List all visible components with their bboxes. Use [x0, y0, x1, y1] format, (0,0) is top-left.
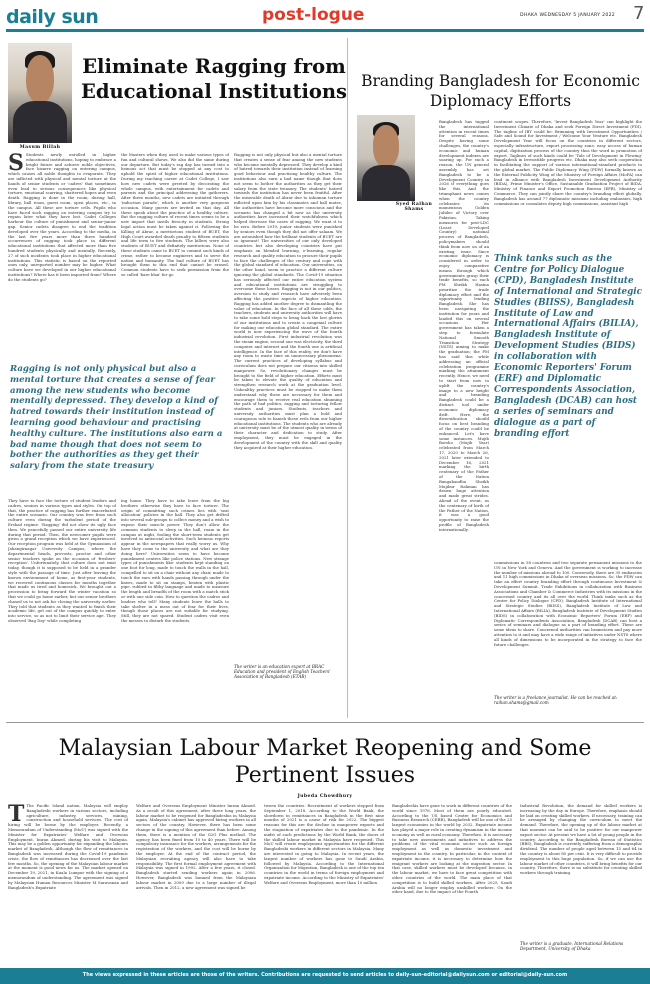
article3-col5-text: Industrial Revolution, the demand for skilled workers is increasing by the day in Europe. Therefore, emphasis should be laid on creating skilled workers. If necessary, training can be arranged by changing the curriculum to meet the demand. Therefore, the opening up of the labour market at that moment can be said to be positive for our manpower export sector. At present we have a lot of young people in the country. According to the Bangladesh Bureau of Statistics (BBS), Bangladesh is currently suffering from a demographic dividend. The number of people aged between 15 and 64 in the country is about 80 per cent. It is very difficult to provide employment to this huge population. So, if we can use the labour market of other countries, it will bring benefits for our country. Therefore, there is no substitute for creating skilled workers through training.	[520, 804, 642, 876]
article2-col1-text: Bangladesh has tagged the international attention in recent times for several reasons. Despite having some challenges, the country's economic and human development indexes are soaring up. For such a reason, the UN general assembly has set Bangladesh to be a Development Country in 2026 if everything goes like this. And the triumphant news comes when the country celebrates its momentous Golden Jubilee of Victory over Pakistan. Taking measures for post-LDC (Least Developed Country) national process of Bangladesh, policymakers should think from now on of an existing issue. Since economic diplomacy is considered in order to enjoy comparative means through which governments grasp their trade benefits, so each PM Sheikh Hasina prioritize the trade diplomacy effort and the opportunity lending Bangladesh. She has been navigating the institution for years and lauded this on several occasions. Her government has taken a step to formulate National Smooth Transition Strategy (NSTS) aiming to make the graduation; the PM has said this while addressing an official celebration programme marking the attainment recently. Hence, we need to start from now to uplift the country's image to a new height and branding Bangladesh could be a distinct tool under economic diplomacy drift. Here, the diversification should focus on best branding of the country could be enhanced. Let's have some instances. Mujib Borsho (Mujib Year) celebrated from March 17, 2020 to March 26, 2021 later extended to December 16, 2021 marking the birth centenary of the Father of the Nation Bangabandhu Sheikh Mujibur Rahman has drawn huge attention and made great strides. Ahead of the event, as the centenary of birth of the Father of the Nation, it was a good opportunity to raise the profile of Bangladesh internationally.	[439, 120, 489, 532]
footer-bar	[0, 968, 650, 984]
article1-col2	[121, 153, 229, 359]
article1-col1b-text: They have to face the torture of student leaders and cadres, seniors in various types and styles. On top of that, the practice of ragging has further exacerbated the entire scenario. Our country was free from such culture even during the turbulent period of the Ershad regime. 'Ragging' did not show its ugly face then. We peacefully passed our entire university life during that period. Then, the newcomer pupils were given a grand reception which we have experienced. Our reception program was held at the Gymnasium of Jahangirnagar University Campus, where the departmental heads, provosts, proctor and other senior teachers spoke on the occasion of 'freshers' reception'. Unfortunately, that culture does not exist today, though it is supposed to be held in a grander style with the passage of time. Just after leaving the known environment of home, as first-year students, we received continuous classes for months together that made us tired and homesick. We brought out a procession to bring forward the winter vacation so that we could go home earlier, but our senior brothers chased us to not ask for closing the university earlier. They told that students as they wanted to finish their academic life, get out of the campus quickly to enter into service, so as not to limit their service age. They observed 'Bag Day' while completing	[8, 499, 116, 623]
article1-col3-text: Ragging is not only physical but also a mental torture that creates a sense of fear among the new students who become mentally depressed. They develop a kind of hatred towards their institution instead of learning good behaviour and practising healthy culture. The institutions also earn a bad name though that does not seem to bother the authorities as they get their salary from the state treasury. The students' hatred towards the institution has never been fruitful. After the miserable death of Abrar due to inhuman torture inflicted upon him by his classmates and hall mates, the authorities have become more conscious and the scenario has changed a bit now as the university authorities have increased their watchfulness which helped decrease the cases of ragging. We want it to be zero. Before 2019, junior students were punished by seniors even though they did not offer salaam. We are astonished how the brilliant students of BUET are so ignorant! The universities of our only developed countries but also developing countries have put emphasis on blended learning, e-learning, regular research and quality education to procure their pupils to face the challenges of the century and cope with the global standard of education. Our universities, on the other hand, seem to practice a different culture ignoring the global standards. The Covid-19 situation has seriously affected our entire education system and educational institutions are struggling to overcome these losses. Ragging is not in our politics, aversion to study and research have adversely been affecting the positive aspects of higher education. Ragging has added another degree to dismantling the value of education. In the face of all these odds, the teachers, students and university authorities will have to take some bold steps to bring back the lost glories of our institutions and to create a congenial culture for making our education global standard. The entire world is now experiencing the wave of the fourth industrial revolution. First industrial revolution was the steam engine, second one was electricity, the third computer and internet and the fourth one is artificial intelligence. In the face of this reality, we don't have any room to waste time on unnecessary phenomena. The current practices of developing syllabus and curriculum does not prepare our citizens into skilled manpower. So, revolutionary changes must be brought to the field of higher education. Efforts must be taken to elevate the quality of education and strengthen research work at the graduation level. Unhealthy practices must be stopped to make them understand why these are necessary for them and encourage them to receive real education shunning the path of bad politics, ragging and torturing fellow students and juniors. Students, teachers and university authorities must plan a bold and courageous role to banish these evils from our higher educational institutions. The students who are already at university must be of the utmost quality in terms of their character and dedication to study. After employment, they must be engaged in the development of the country with the skill and quality they acquired at their higher education.	[234, 153, 342, 450]
article2-col2-text: continent scopes. Therefore, 'Invest Bangladesh Year' can highlight the Investment Climate of Dhaka and seek Foreign Direct Investment (FDI). The tagline of IBY could be: Brimming with Investment Opportunities / Safe and Sound for Investment / Welcome Your Venture etc. Bangladesh Development Year will focus on the countries in different sectors, especially infrastructure, export processing zone, easy access of human capital, digitization process of the country thus the word in promotion of export. Taglines of such kinds could be 'Tale of Development in Flowing' Bangladesh in Irresistible progress etc. Dhaka may also seek cooperation in facilitating the support of various international-standard products to the global market. The Public Diplomacy Wing (PDW) formally known as the External Publicity Wing of the Ministry of Foreign Affairs (MoFA) can lead in alliance with Bangladesh Investment Development Authority (BIDA), Prime Minister's Office, Sustainable Graduation Project of BIDA, Ministry of Finance and Export Promotion Bureau (EPB), Ministry of Commerce. They can jointly share the country's branding effort globally. Bangladesh has around 77 diplomatic missions including embassies, high commissions or consulates deputy high commissions, assistant high	[494, 120, 642, 206]
author-photo-masum-billah	[8, 43, 72, 143]
masthead-rule	[6, 29, 644, 32]
article3-col2	[136, 804, 256, 964]
article1-author: Masum Billah	[19, 145, 61, 150]
article1-headline: Eliminate Ragging from Educational Institutions	[80, 55, 348, 103]
article3-col2-text: Welfare and Overseas Employment Minister Imran Ahmed. As a result of this agreement, after three long years, the labour market to be reopened for Bangladeshis in Malaysia again. Malaysia's cabinet has approved hiring workers in all sectors of the country. However, there has been some change in the signing of this agreement than before. Among them, there is a mention of the G2G Plus method. The agency has been fixed from 10 to 40 years. There will be compulsory insurance for the workers, arrangements for the registration of the workers, and the cost will be borne by the employer. At the end of the contract period, the Malaysian recruiting agency will also have to take responsibility. The first formal employment agreement with Malaysia was signed in 1992. After a few years, it closed. Bangladesh started sending workers again in 2006. However, Bangladesh was banned from the Malaysian labour market in 2009 due to a large number of illegal arrivals. Then in 2012, a new agreement was signed be	[136, 804, 256, 890]
article1-pullquote: Ragging is not only physical but also a mental torture that creates a sense of fear among the new students who become mentally depressed. They develop a kind of hatred towards their institution instead of learning good behaviour and practising healthy culture. The institutions also earn a bad name though that does not seem to bother the authorities as they get their salary from the state treasury	[10, 364, 223, 472]
article1-author-note: The writer is an education expert at BRAC Education and president of English Teachers' Association of Bangladesh (ETAB)	[234, 664, 331, 680]
article3-col1	[8, 804, 128, 964]
page-number: 7	[633, 3, 645, 24]
article3-col4-text: Bangladeshis have gone to work in different countries of the world since 1976. Most of them are poorly educated. According to the US based Centre for Economics and Business Research (CEBR), Bangladesh will be one of the 25 largest economies in the world by 2032. Expatriate income has played a major role in creating dynamism in the income economy as well as rural economy. Therefore, it is necessary to take new assessments and initiatives to address the problems of the vital economic sector such as foreign employment as well as domestic investment and employment in the country. In particular, in the context of expatriate income, it is necessary to determine how the emigrant workers are looking at the migration sector. In that case, skilled workers must be developed because, in the labour market, we have to face great competition with other countries of the world. The main place of that competition is to build skilled workers. After 2025, Saudi Arabia will no longer employ unskilled workers. On the other hand, due to the impact of the Fourth	[392, 804, 512, 895]
article2-pullquote: Think tanks such as the Centre for Policy Dialogue (CPD), Bangladesh Institute of International and Strategic Studies (BIISS), Bangladesh Institute of Law and International Affairs (BILIA), Bangladesh Institute of Development Studies (BIDS) in collaboration with Economic Reporters' Forum (ERF) and Diplomatic Correspondents Association, Bangladesh (DCAB) can host a series of seminars and dialogue as a part of branding effort	[494, 254, 642, 439]
article2-col2	[494, 120, 642, 248]
article2-author: Syed Raihan Shams	[395, 202, 433, 212]
article1-col2-text: the Masters when they used to make various types of fun and cultural shows. We also did the same during our departure. But today's rag day has turned into a heinous act that must be stopped at any cost to uphold the spirit of higher educational institutions. During my teaching career at Cadet College, I saw how new cadets were greeted by decorating the whole campus, with entertainment for cadets and parents and the principal addressing the gatherers. After three months, new cadets are initiated through 'induction parade', which is another very gorgeous occasion. Many guests are invited on that day. All these speak about the practice of a healthy culture. But the ragging culture of recent times seems to be a new import that instils ferocity in students. Strong legal action must be taken against it. Following the Killing of Abrar, a meritorious student of BUET, the High Court awarded death penalty to fifteen students and life term to five students. The killers were also students of BUET and definitely meritorious. None of these students came to BUET to commit such kinds of crime, rather to become engineers and to serve the nation and humanity. The bad culture of BUET has brought them to this end that cannot be erased. Common students have to seek permission from the so called 'bare bhai' for go	[121, 153, 229, 277]
article1-col1-text: Students newly enrolled in higher educational institutions, hoping to embrace a bright future and achieve noble objectives, face bizarre ragging on entering campus, which causes all noble thoughts to evaporate. They are inflicted with physical and mental torture at the hands of senior students or 'cadres' that sometimes even lead to serious consequences like physical torture, emotional scarring, shattered hopes and even death. Ragging is done in the room, during hall, library, hall room, guest room, open places, etc., in the campus. All these are torture cells. Pupils who have faced such ragging on entering campus try to regain later what they have lost. Cadet Colleges harbour the culture of punishment and senior-junior gap. Senior cadets disagree to end the tradition developed over the years. According to the media, in the last five years more than three hundred occurrences of ragging took place in different educational institutions that affected more than five hundred students physically and mentally. Recently, 27 of such incidents took place in higher educational institutions. This statistic is based on the reported ones only, unreported number may be higher. What culture have we developed in our higher educational institutions? Where has it been imported from? Where do the students go?	[8, 153, 116, 282]
section-divider	[6, 722, 644, 723]
section-title: post-logue	[262, 5, 365, 25]
article3-col4	[392, 804, 512, 964]
footer-text: The views expressed in these articles are those of the writers. Contributions are requested to send articles to daily-sun-editorial@dailysun.com or editorial@daily-sun.com	[82, 972, 568, 978]
article3-col5	[520, 804, 642, 938]
article2-col3-text: commissions in 58 countries and two separate permanent missions to the UN in New York and Geneva. And the government is working to increase the number of missions abroad to 100. Conversely, there are 35 embassies and 11 high commissions in Dhaka of overseas missions. So, the PDW can take an effort country branding effort through continuous Investment & Development Summit. Trade Exhibitions in collaboration with Business Associations and Chamber & Commerce Industries with its missions in the concerned country and its all over the world. Think tanks such as the Centre for Policy Dialogue (CPD), Bangladesh Institute of International and Strategic Studies (BIISS), Bangladesh Institute of Law and International Affairs (BILIA), Bangladesh Institute of Development Studies (BIDS) in collaboration with Economic Reporters' Forum (ERF) and Diplomatic Correspondents Association, Bangladesh (DCAB) can host a series of seminars and dialogue as a part of branding effort. These are some ideas to share. Concerned authorities can brainstorm and pay more attention to it and may have a wide range of initiatives under NSTS where all kinds of dimensions to be incorporated in the strategy to face the future challenges.	[494, 561, 642, 647]
article2-col1	[357, 120, 489, 556]
article3-col1-text: The Pacific Island nation, Malaysia will employ Bangladeshi workers in various sectors, including agriculture, industry, services, mining, construction and household services. The cost of hiring will be borne by the employer. Recently, a Memorandum of Understanding (MoU) was signed with the Minister for Expatriates' Welfare and Overseas Employment, Imran Ahmed, during his visit to Malaysia. This may be a golden opportunity for expanding the labours market of Bangladesh. Although the flow of remittances in Bangladesh was increased during the Covid-19 pandemic crisis, the flow of remittances has decreased over the last few months. So, the opening of the Malaysian labour market at the moment is good news for us. The market opened on December 19, 2021, in Kuala Lumpur with the signing of a memorandum of understanding. The agreement was signed by Malaysian Human Resources Minister M Saravanan and Bangladesh's Expatriate	[8, 804, 128, 890]
drop-cap-s: S	[8, 153, 24, 176]
article3-col3	[264, 804, 384, 964]
article3-headline: Malaysian Labour Market Reopening and Some Pertinent Issues	[58, 736, 592, 788]
article3-col3-text: tween the countries. Recruitment of workers stopped from September 1, 2018. According to the World Bank, the slowdown in remittances in Bangladesh in the first nine months of 2021 is a cause of risk for 2022. The biggest reasons for this are the decline in manpower exports and the stagnation of expatriates due to the pandemic. In the midst of such predictions by the World Bank, the doors of the skilled labour market in Malaysia have reopened. This MoU will create employment opportunities for the different Bangladeshi workers in different sectors in Malaysia. Many are interested in going to Malaysia. In recent years, the largest number of workers has gone to Saudi Arabia, followed by Malaysia. According to the International Organization for Migration, Bangladesh is one of the top ten countries in the world in terms of foreign employment and expatriate income. According to the Ministry of Expatriates' Welfare and Overseas Employment, more than 10 million	[264, 804, 384, 885]
article1-col2b	[121, 499, 229, 721]
article1-col1	[8, 153, 116, 359]
column-divider	[347, 38, 348, 718]
article1-col1b	[8, 499, 116, 721]
article2-author-note: The writer is a freelance journalist. He can be reached at: raihan.shams@gmail.com	[494, 695, 618, 706]
masthead	[0, 0, 650, 32]
drop-cap-t: T	[8, 804, 25, 827]
article2-col3	[494, 561, 642, 691]
brand-logo: daily sun	[6, 6, 99, 28]
article2-headline: Branding Bangladesh for Economic Diplomacy Efforts	[361, 72, 640, 110]
article3-author: Jubeda Chowdhury	[297, 794, 353, 799]
article1-col2b-text: ing home. They have to take leave from the big brothers otherwise they have to face torture. The origin of committing such crimes lies with 'seat allocation' policies in the hall. They also get drifted into several sub-groups to collect money and a wish to expose their muscle power. They don't allow the common students to sleep in the hall, roam in the campus at night, fooling the short-term students get involved in antisocial activities. Such heinous reports appear in the newspapers that really worry us. Why have they come to the university and what are they doing here? Universities seem to have become punishment centres like police stations. New strange types of punishments like- students kept standing on one foot for long, made to touch the walls in the hall, compelled to sit on a chair without any chair, made to touch the ears with hands passing through under the knees, made to sit on stamps, beaten with plastic pipe, rubbed in filthy language and made to measure the length and breadth of the room with a match stick or with one side coin. How to question the cadres and leaders who tell? Many students leave the halls to take shelter in a mess out of fear for their lives, though those places are not suitable for studying. Still, they are not spared. Student cadres visit even the messes to disturb the students.	[121, 499, 229, 623]
dateline: DHAKA WEDNESDAY 5 JANUARY 2022	[520, 13, 616, 18]
article3-author-note: The writer is a graduate, International Relations Department, University of Dhaka	[520, 941, 624, 952]
